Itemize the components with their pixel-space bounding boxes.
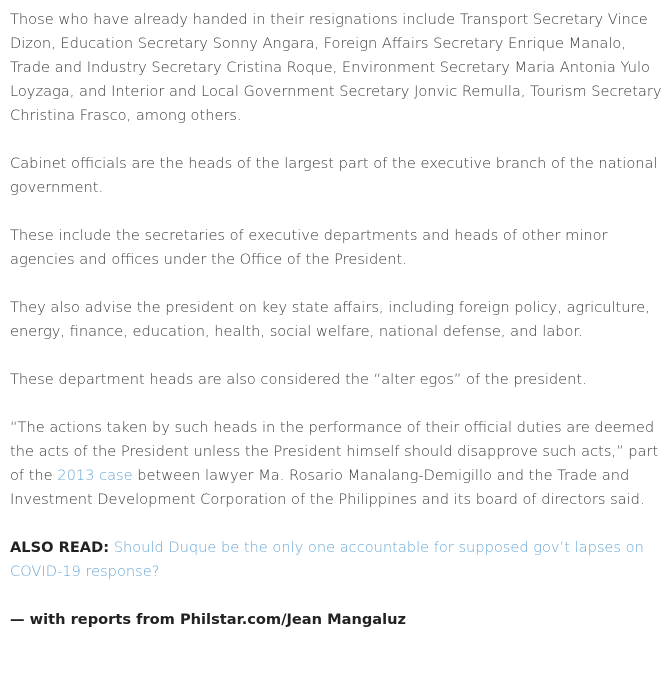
link-2013-case[interactable]: 2013 case	[57, 467, 133, 484]
also-read-link[interactable]: Should Duque be the only one accountable for supposed gov’t lapses on COVID-19 response?	[10, 539, 644, 580]
paragraph-secretaries: These include the secretaries of executive departments and heads of other minor agencies and offices under the Office of the President.	[10, 227, 608, 268]
also-read-label: ALSO READ:	[10, 539, 110, 556]
quote-text-after: between lawyer Ma. Rosario Manalang-Demigillo and the Trade and Investment Development Corporation of the Philippines and its board of directors said.	[10, 467, 645, 508]
also-read	[10, 536, 663, 584]
paragraph-cabinet-officials: Cabinet officials are the heads of the largest part of the executive branch of the national government.	[10, 155, 658, 196]
quote-text-before: “The actions taken by such heads in the performance of their official duties are deemed the acts of the President unless the President himself should disapprove such acts,” part of the	[10, 419, 659, 484]
paragraph-advise-president: They also advise the president on key state affairs, including foreign policy, agriculture, energy, finance, education, health, social welfare, national defense, and labor.	[10, 299, 650, 340]
byline: — with reports from Philstar.com/Jean Mangaluz	[10, 611, 407, 628]
paragraph-resignations: Those who have already handed in their resignations include Transport Secretary Vince Dizon, Education Secretary Sonny Angara, Foreign Affairs Secretary Enrique Manalo, Trade and Industry Secretary Cristina Roque, Environment Secretary Maria Antonia Yulo Loyzaga, and Interior and Local Government Secretary Jonvic Remulla, Tourism Secretary Christina Frasco, among others.	[10, 11, 662, 124]
paragraph-alter-egos: These department heads are also considered the “alter egos” of the president.	[10, 371, 587, 388]
paragraph-quote-2013-case	[10, 416, 663, 512]
